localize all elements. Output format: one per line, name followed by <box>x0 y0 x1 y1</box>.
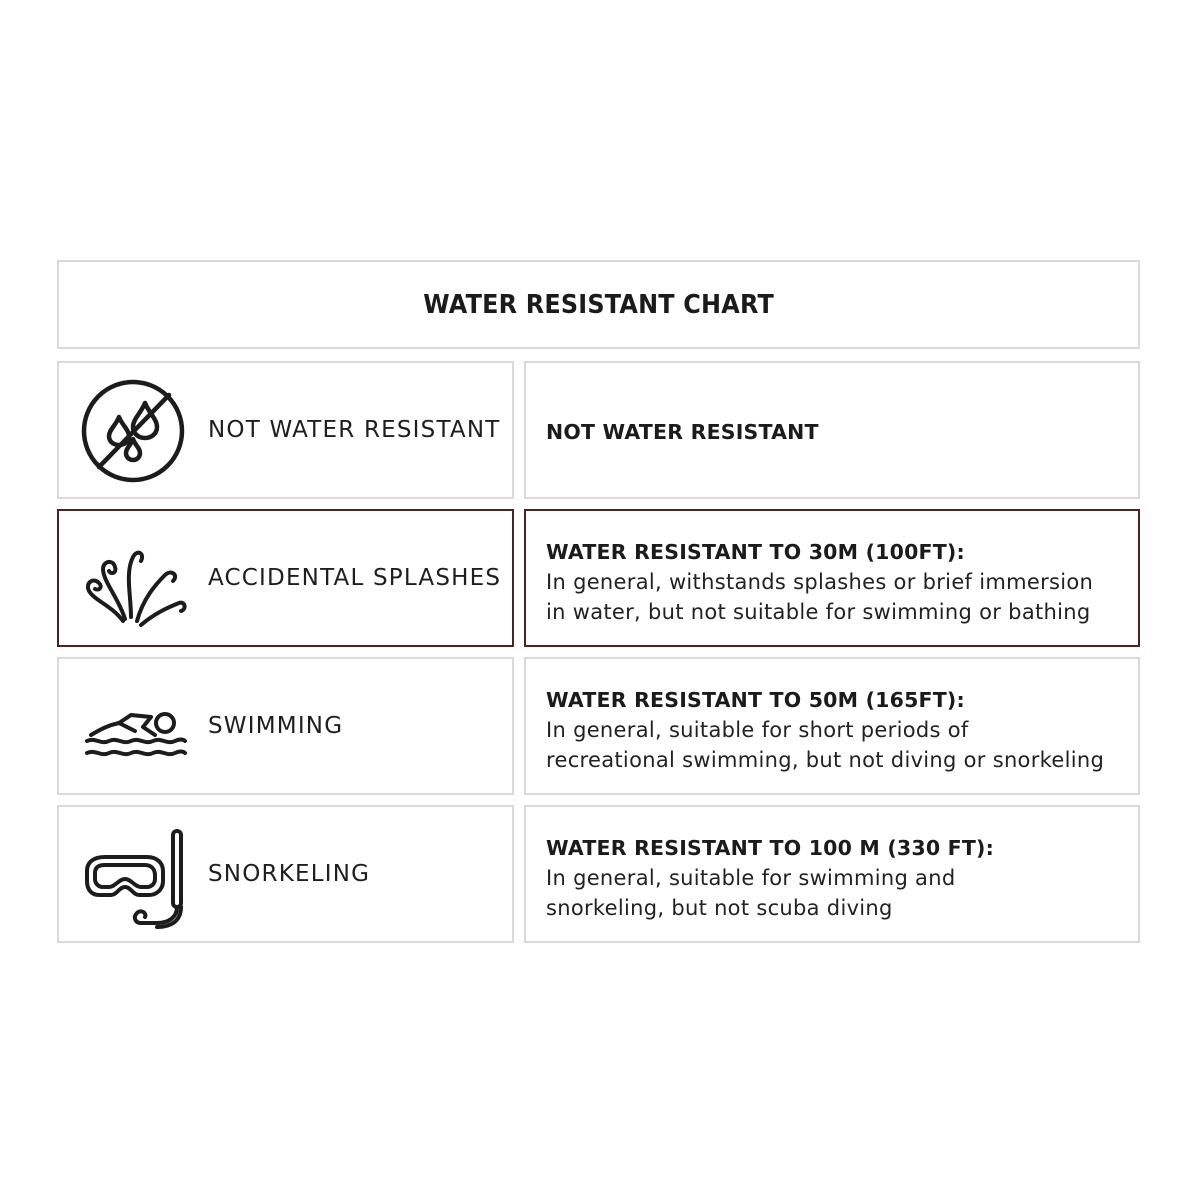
row-swimming-desc-cell <box>524 657 1140 795</box>
splash-icon <box>81 525 189 633</box>
chart-title-box <box>57 260 1140 349</box>
snorkel-mask-icon <box>81 821 189 929</box>
row-accidental-splashes-desc-cell <box>524 509 1140 647</box>
row-description-line: in water, but not suitable for swimming or bathing <box>546 600 1091 624</box>
row-not-water-resistant-desc-cell <box>524 361 1140 499</box>
swimmer-icon <box>81 673 189 781</box>
row-description-line: recreational swimming, but not diving or snorkeling <box>546 748 1105 772</box>
row-label: ACCIDENTAL SPLASHES <box>208 565 502 591</box>
row-not-water-resistant-label-cell <box>57 361 514 499</box>
row-description-line: In general, withstands splashes or brief immersion <box>546 570 1094 594</box>
row-heading: WATER RESISTANT TO 100 M (330 FT): <box>546 836 995 860</box>
row-swimming-label-cell <box>57 657 514 795</box>
row-heading: WATER RESISTANT TO 30M (100FT): <box>546 540 965 564</box>
row-heading: WATER RESISTANT TO 50M (165FT): <box>546 688 965 712</box>
row-label: NOT WATER RESISTANT <box>208 417 501 443</box>
row-snorkeling-label-cell <box>57 805 514 943</box>
row-heading: NOT WATER RESISTANT <box>546 420 819 444</box>
row-description-line: In general, suitable for short periods of <box>546 718 969 742</box>
row-label: SNORKELING <box>208 861 371 887</box>
row-description-line: snorkeling, but not scuba diving <box>546 896 893 920</box>
row-accidental-splashes-label-cell <box>57 509 514 647</box>
row-description-line: In general, suitable for swimming and <box>546 866 956 890</box>
chart-title: WATER RESISTANT CHART <box>423 289 774 320</box>
no-water-drops-icon <box>81 377 189 485</box>
row-snorkeling-desc-cell <box>524 805 1140 943</box>
row-label: SWIMMING <box>208 713 344 739</box>
